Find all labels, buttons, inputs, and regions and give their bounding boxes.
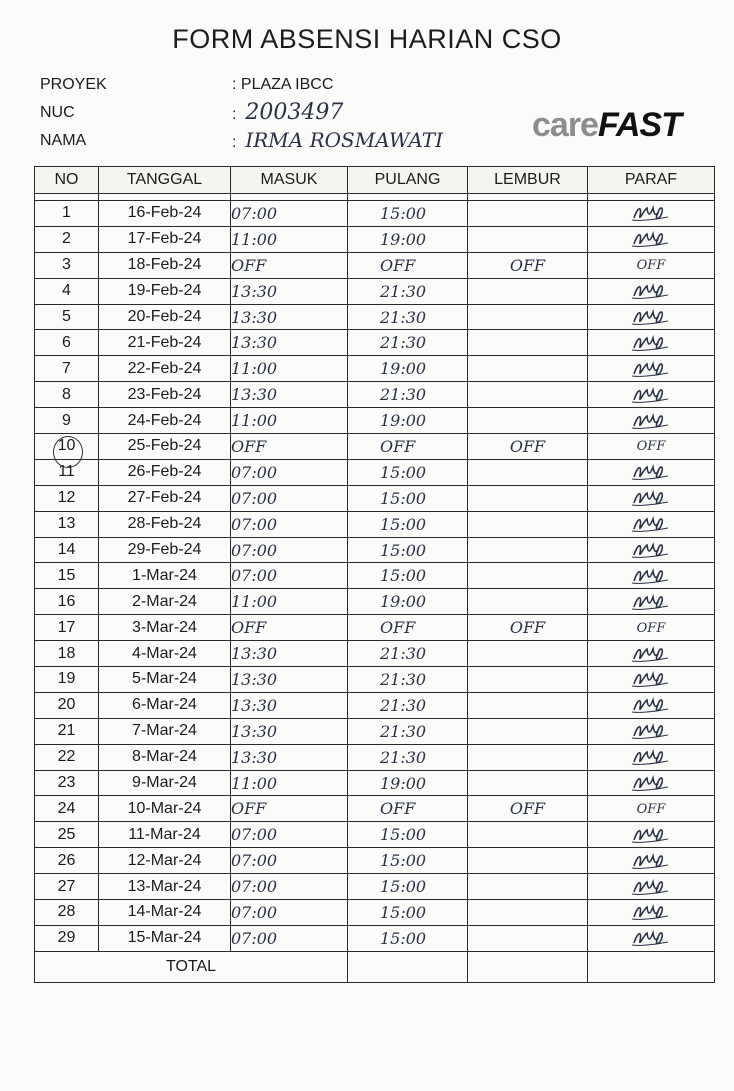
row-pulang: 19:00	[348, 589, 468, 615]
header-lembur: LEMBUR	[468, 167, 588, 194]
row-tanggal: 12-Mar-24	[99, 848, 231, 874]
row-tanggal: 26-Feb-24	[99, 459, 231, 485]
row-tanggal: 24-Feb-24	[99, 408, 231, 434]
row-no: 20	[35, 692, 99, 718]
nuc-label: NUC	[40, 104, 75, 121]
table-row	[35, 330, 715, 356]
row-lembur: OFF	[468, 434, 588, 460]
row-pulang: 21:30	[348, 667, 468, 693]
signature-icon	[628, 513, 674, 535]
signature-icon	[628, 643, 674, 665]
row-masuk: OFF	[231, 252, 348, 278]
row-tanggal: 2-Mar-24	[99, 589, 231, 615]
row-paraf-text: OFF	[636, 620, 666, 636]
nama-label: NAMA	[40, 132, 87, 149]
row-masuk: 13:30	[231, 692, 348, 718]
row-paraf	[588, 718, 715, 744]
carefast-logo	[532, 106, 681, 145]
row-no: 8	[35, 382, 99, 408]
row-lembur	[468, 744, 588, 770]
row-no: 13	[35, 511, 99, 537]
row-pulang: 19:00	[348, 770, 468, 796]
row-no: 3	[35, 252, 99, 278]
row-no: 28	[35, 900, 99, 926]
row-paraf	[588, 201, 715, 227]
proyek-label: PROYEK	[40, 76, 107, 93]
row-masuk: 13:30	[231, 330, 348, 356]
row-lembur	[468, 408, 588, 434]
row-lembur	[468, 822, 588, 848]
row-tanggal: 11-Mar-24	[99, 822, 231, 848]
table-row	[35, 822, 715, 848]
row-tanggal: 21-Feb-24	[99, 330, 231, 356]
signature-icon	[628, 202, 674, 224]
row-lembur	[468, 900, 588, 926]
attendance-table	[34, 166, 715, 983]
row-paraf	[588, 382, 715, 408]
signature-icon	[628, 824, 674, 846]
row-pulang: 21:30	[348, 718, 468, 744]
row-pulang: 15:00	[348, 874, 468, 900]
row-paraf-text: OFF	[636, 439, 666, 455]
row-paraf	[588, 408, 715, 434]
row-pulang: 15:00	[348, 201, 468, 227]
row-tanggal: 13-Mar-24	[99, 874, 231, 900]
row-masuk: 07:00	[231, 900, 348, 926]
signature-icon	[628, 461, 674, 483]
row-9-circle-mark	[53, 436, 83, 468]
row-paraf	[588, 511, 715, 537]
header-tanggal: TANGGAL	[99, 167, 231, 194]
row-masuk: 07:00	[231, 459, 348, 485]
table-row	[35, 201, 715, 227]
row-no: 26	[35, 848, 99, 874]
row-lembur	[468, 278, 588, 304]
row-tanggal: 20-Feb-24	[99, 304, 231, 330]
table-row	[35, 356, 715, 382]
row-no: 1	[35, 201, 99, 227]
row-tanggal: 28-Feb-24	[99, 511, 231, 537]
row-lembur	[468, 770, 588, 796]
table-row	[35, 744, 715, 770]
row-pulang: OFF	[348, 615, 468, 641]
row-pulang: 21:30	[348, 641, 468, 667]
row-no: 22	[35, 744, 99, 770]
table-header	[35, 167, 715, 194]
row-tanggal: 22-Feb-24	[99, 356, 231, 382]
row-paraf	[588, 900, 715, 926]
row-paraf	[588, 822, 715, 848]
row-no: 18	[35, 641, 99, 667]
nuc-colon: :	[232, 106, 246, 123]
row-paraf	[588, 226, 715, 252]
row-lembur	[468, 485, 588, 511]
row-no: 15	[35, 563, 99, 589]
row-lembur	[468, 304, 588, 330]
header-paraf: PARAF	[588, 167, 715, 194]
row-masuk: 13:30	[231, 718, 348, 744]
row-masuk: 11:00	[231, 226, 348, 252]
table-row	[35, 641, 715, 667]
row-no: 6	[35, 330, 99, 356]
table-row	[35, 278, 715, 304]
row-lembur: OFF	[468, 796, 588, 822]
row-lembur	[468, 459, 588, 485]
table-row	[35, 718, 715, 744]
nama-value: IRMA ROSMAWATI	[245, 128, 443, 152]
logo-care: care	[532, 106, 598, 144]
row-lembur	[468, 382, 588, 408]
row-masuk: 07:00	[231, 925, 348, 951]
row-tanggal: 19-Feb-24	[99, 278, 231, 304]
total-pulang	[348, 951, 468, 982]
table-row	[35, 874, 715, 900]
row-lembur	[468, 511, 588, 537]
signature-icon	[628, 306, 674, 328]
row-tanggal: 29-Feb-24	[99, 537, 231, 563]
row-no: 10	[35, 434, 99, 460]
row-pulang: 21:30	[348, 382, 468, 408]
row-no: 11	[35, 459, 99, 485]
table-row	[35, 589, 715, 615]
row-pulang: 15:00	[348, 537, 468, 563]
row-tanggal: 6-Mar-24	[99, 692, 231, 718]
row-pulang: 15:00	[348, 822, 468, 848]
signature-icon	[628, 927, 674, 949]
signature-icon	[628, 539, 674, 561]
row-pulang: 15:00	[348, 900, 468, 926]
row-paraf-text: OFF	[636, 801, 666, 817]
nama-colon: :	[232, 134, 246, 151]
row-masuk: 07:00	[231, 537, 348, 563]
header-masuk: MASUK	[231, 167, 348, 194]
total-label: TOTAL	[35, 951, 348, 982]
table-row	[35, 382, 715, 408]
row-paraf	[588, 770, 715, 796]
table-row	[35, 925, 715, 951]
row-paraf	[588, 744, 715, 770]
signature-icon	[628, 384, 674, 406]
row-pulang: 21:30	[348, 278, 468, 304]
row-paraf	[588, 304, 715, 330]
row-lembur	[468, 563, 588, 589]
row-tanggal: 18-Feb-24	[99, 252, 231, 278]
nama-value-wrap	[232, 128, 443, 152]
signature-icon	[628, 746, 674, 768]
proyek-value: : PLAZA IBCC	[232, 76, 334, 93]
row-lembur	[468, 330, 588, 356]
row-masuk: 13:30	[231, 667, 348, 693]
row-tanggal: 9-Mar-24	[99, 770, 231, 796]
row-lembur	[468, 201, 588, 227]
row-no: 27	[35, 874, 99, 900]
row-pulang: 19:00	[348, 226, 468, 252]
row-paraf	[588, 848, 715, 874]
signature-icon	[628, 772, 674, 794]
row-tanggal: 8-Mar-24	[99, 744, 231, 770]
signature-icon	[628, 332, 674, 354]
row-tanggal: 1-Mar-24	[99, 563, 231, 589]
table-row	[35, 796, 715, 822]
row-masuk: 13:30	[231, 304, 348, 330]
row-masuk: 07:00	[231, 822, 348, 848]
table-row	[35, 304, 715, 330]
row-no: 12	[35, 485, 99, 511]
table-row	[35, 900, 715, 926]
row-pulang: OFF	[348, 434, 468, 460]
table-row	[35, 226, 715, 252]
row-tanggal: 27-Feb-24	[99, 485, 231, 511]
row-pulang: 15:00	[348, 925, 468, 951]
row-no: 14	[35, 537, 99, 563]
row-pulang: 15:00	[348, 485, 468, 511]
table-row	[35, 459, 715, 485]
table-row	[35, 537, 715, 563]
row-paraf	[588, 278, 715, 304]
row-pulang: 21:30	[348, 330, 468, 356]
row-tanggal: 3-Mar-24	[99, 615, 231, 641]
signature-icon	[628, 280, 674, 302]
row-lembur	[468, 848, 588, 874]
table-row	[35, 485, 715, 511]
row-lembur	[468, 589, 588, 615]
row-masuk: 07:00	[231, 848, 348, 874]
row-no: 16	[35, 589, 99, 615]
row-pulang: 15:00	[348, 459, 468, 485]
table-row	[35, 667, 715, 693]
row-masuk: 07:00	[231, 874, 348, 900]
row-lembur	[468, 226, 588, 252]
row-masuk: OFF	[231, 796, 348, 822]
table-row	[35, 770, 715, 796]
row-paraf	[588, 485, 715, 511]
signature-icon	[628, 228, 674, 250]
table-row	[35, 511, 715, 537]
row-pulang: 21:30	[348, 304, 468, 330]
row-paraf	[588, 330, 715, 356]
signature-icon	[628, 487, 674, 509]
row-paraf	[588, 796, 715, 822]
table-row	[35, 434, 715, 460]
row-masuk: 13:30	[231, 641, 348, 667]
row-lembur	[468, 925, 588, 951]
table-row	[35, 408, 715, 434]
row-no: 23	[35, 770, 99, 796]
row-masuk: 11:00	[231, 408, 348, 434]
row-paraf	[588, 252, 715, 278]
signature-icon	[628, 410, 674, 432]
row-pulang: 19:00	[348, 408, 468, 434]
row-paraf	[588, 874, 715, 900]
row-no: 21	[35, 718, 99, 744]
signature-icon	[628, 668, 674, 690]
signature-icon	[628, 850, 674, 872]
row-no: 4	[35, 278, 99, 304]
row-pulang: 21:30	[348, 692, 468, 718]
row-pulang: 15:00	[348, 848, 468, 874]
row-no: 17	[35, 615, 99, 641]
row-masuk: 07:00	[231, 511, 348, 537]
row-lembur	[468, 718, 588, 744]
row-tanggal: 23-Feb-24	[99, 382, 231, 408]
row-tanggal: 17-Feb-24	[99, 226, 231, 252]
row-tanggal: 15-Mar-24	[99, 925, 231, 951]
row-masuk: 13:30	[231, 382, 348, 408]
signature-icon	[628, 358, 674, 380]
row-lembur	[468, 641, 588, 667]
row-tanggal: 10-Mar-24	[99, 796, 231, 822]
table-row	[35, 615, 715, 641]
row-paraf	[588, 925, 715, 951]
header-no: NO	[35, 167, 99, 194]
signature-icon	[628, 591, 674, 613]
row-pulang: 15:00	[348, 563, 468, 589]
row-pulang: OFF	[348, 796, 468, 822]
row-no: 24	[35, 796, 99, 822]
row-lembur	[468, 667, 588, 693]
row-paraf	[588, 615, 715, 641]
header-pulang: PULANG	[348, 167, 468, 194]
row-masuk: 07:00	[231, 485, 348, 511]
row-lembur	[468, 874, 588, 900]
row-paraf	[588, 667, 715, 693]
logo-fast: FAST	[597, 106, 681, 144]
row-masuk: OFF	[231, 434, 348, 460]
row-masuk: 11:00	[231, 356, 348, 382]
row-tanggal: 25-Feb-24	[99, 434, 231, 460]
row-no: 2	[35, 226, 99, 252]
signature-icon	[628, 901, 674, 923]
row-lembur	[468, 356, 588, 382]
row-masuk: 13:30	[231, 744, 348, 770]
row-lembur: OFF	[468, 252, 588, 278]
row-no: 19	[35, 667, 99, 693]
row-no: 29	[35, 925, 99, 951]
table-row	[35, 692, 715, 718]
row-no: 5	[35, 304, 99, 330]
nuc-value: 2003497	[245, 100, 344, 125]
signature-icon	[628, 876, 674, 898]
row-no: 9	[35, 408, 99, 434]
row-pulang: OFF	[348, 252, 468, 278]
row-tanggal: 7-Mar-24	[99, 718, 231, 744]
row-pulang: 21:30	[348, 744, 468, 770]
signature-icon	[628, 565, 674, 587]
table-row	[35, 563, 715, 589]
row-no: 7	[35, 356, 99, 382]
row-paraf	[588, 356, 715, 382]
total-paraf	[588, 951, 715, 982]
row-paraf	[588, 434, 715, 460]
row-masuk: 07:00	[231, 563, 348, 589]
row-masuk: OFF	[231, 615, 348, 641]
row-paraf	[588, 589, 715, 615]
form-title: FORM ABSENSI HARIAN CSO	[172, 24, 562, 54]
row-paraf-text: OFF	[636, 258, 666, 274]
row-pulang: 15:00	[348, 511, 468, 537]
row-no: 25	[35, 822, 99, 848]
signature-icon	[628, 694, 674, 716]
row-paraf	[588, 459, 715, 485]
row-masuk: 07:00	[231, 201, 348, 227]
signature-icon	[628, 720, 674, 742]
row-masuk: 11:00	[231, 589, 348, 615]
table-row	[35, 848, 715, 874]
row-lembur: OFF	[468, 615, 588, 641]
row-tanggal: 14-Mar-24	[99, 900, 231, 926]
total-row	[35, 951, 715, 982]
row-tanggal: 4-Mar-24	[99, 641, 231, 667]
table-row	[35, 252, 715, 278]
row-masuk: 13:30	[231, 278, 348, 304]
row-lembur	[468, 692, 588, 718]
row-tanggal: 5-Mar-24	[99, 667, 231, 693]
row-paraf	[588, 692, 715, 718]
row-paraf	[588, 563, 715, 589]
row-tanggal: 16-Feb-24	[99, 201, 231, 227]
row-paraf	[588, 641, 715, 667]
row-masuk: 11:00	[231, 770, 348, 796]
row-lembur	[468, 537, 588, 563]
row-paraf	[588, 537, 715, 563]
nuc-value-wrap	[232, 100, 343, 125]
row-pulang: 19:00	[348, 356, 468, 382]
total-lembur	[468, 951, 588, 982]
